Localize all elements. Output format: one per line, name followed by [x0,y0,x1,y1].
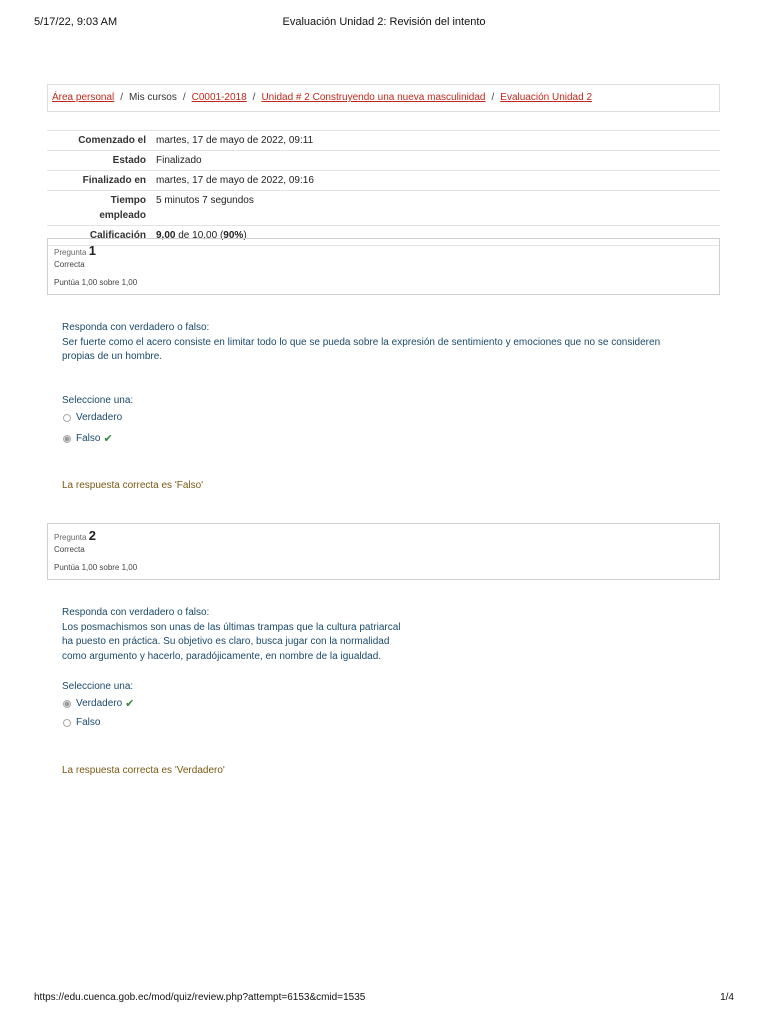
breadcrumb-separator: / [120,92,124,103]
print-footer [34,992,734,1006]
question-number: 2 [88,528,96,543]
question-2-option-falso[interactable] [63,717,100,728]
question-1-text [62,321,660,365]
question-text-line: Responda con verdadero o falso: [62,322,210,333]
summary-row-finished [47,171,720,191]
breadcrumb-separator: / [491,92,495,103]
breadcrumb-unit[interactable]: Unidad # 2 Construyendo una nueva masculinidad [261,92,486,103]
print-url: https://edu.cuenca.gob.ec/mod/quiz/review.php?attempt=6153&cmid=1535 [34,992,366,1003]
breadcrumb-evaluation[interactable]: Evaluación Unidad 2 [500,92,593,103]
question-1-info [47,238,720,295]
radio-checked-icon[interactable] [63,435,71,443]
time-value: 5 minutos 7 segundos [156,191,720,226]
check-icon: ✔ [125,698,135,710]
question-number: 1 [88,243,96,258]
breadcrumb-separator: / [252,92,256,103]
grade-end: ) [243,230,247,241]
print-title: Evaluación Unidad 2: Revisión del intento [282,16,486,28]
question-grade: Puntúa 1,00 sobre 1,00 [54,278,138,287]
question-state: Correcta [54,260,85,269]
grade-label: Calificación [47,226,156,246]
question-2-text [62,606,401,664]
question-1-feedback: La respuesta correcta es 'Falso' [62,480,204,491]
option-label: Verdadero [76,412,123,423]
question-2-option-verdadero[interactable] [63,697,134,710]
breadcrumb-separator: / [182,92,186,103]
summary-row-state [47,151,720,171]
question-label: Pregunta [54,533,87,542]
question-2-prompt: Seleccione una: [62,681,134,692]
time-label-line2: empleado [99,210,146,221]
time-label [47,191,156,226]
breadcrumb-area-personal[interactable]: Área personal [52,92,115,103]
question-text-line: como argumento y hacerlo, paradójicamente, en nombre de la igualdad. [62,650,382,662]
radio-icon[interactable] [63,414,71,422]
option-label: Verdadero [76,698,123,709]
breadcrumb-course[interactable]: C0001-2018 [191,92,247,103]
attempt-summary-table [47,130,720,246]
started-label: Comenzado el [47,131,156,151]
question-grade: Puntúa 1,00 sobre 1,00 [54,563,138,572]
started-value: martes, 17 de mayo de 2022, 09:11 [156,131,720,151]
time-label-line1: Tiempo [110,195,146,206]
summary-row-started [47,131,720,151]
print-date: 5/17/22, 9:03 AM [34,16,118,28]
question-text-line: Ser fuerte como el acero consiste en limitar todo lo que se pueda sobre la expresión de sentimiento y emociones que no se consideren [62,336,661,348]
grade-percent: 90% [223,230,244,241]
question-state: Correcta [54,545,85,554]
question-2-info [47,523,720,580]
grade-mid: de 10,00 ( [178,230,224,241]
question-text-line: propias de un hombre. [62,351,163,362]
question-1-option-falso[interactable] [63,432,113,445]
radio-icon[interactable] [63,719,71,727]
summary-row-time [47,191,720,226]
option-label: Falso [76,717,101,728]
state-label: Estado [47,151,156,171]
question-1-prompt: Seleccione una: [62,395,134,406]
print-header [34,16,734,32]
finished-label: Finalizado en [47,171,156,191]
question-text-line: Los posmachismos son unas de las últimas trampas que la cultura patriarcal [62,621,401,633]
breadcrumb [47,84,720,112]
radio-checked-icon[interactable] [63,700,71,708]
question-text-line: ha puesto en práctica. Su objetivo es claro, busca jugar con la normalidad [62,636,390,647]
question-1-option-verdadero[interactable] [63,412,122,423]
print-page-number: 1/4 [720,992,734,1003]
check-icon: ✔ [103,433,113,445]
grade-score: 9,00 [156,230,176,241]
state-value: Finalizado [156,151,720,171]
option-label: Falso [76,433,101,444]
question-text-line: Responda con verdadero o falso: [62,607,210,618]
finished-value: martes, 17 de mayo de 2022, 09:16 [156,171,720,191]
breadcrumb-mis-cursos[interactable]: Mis cursos [129,92,177,103]
question-label: Pregunta [54,248,87,257]
question-2-feedback: La respuesta correcta es 'Verdadero' [62,765,225,776]
